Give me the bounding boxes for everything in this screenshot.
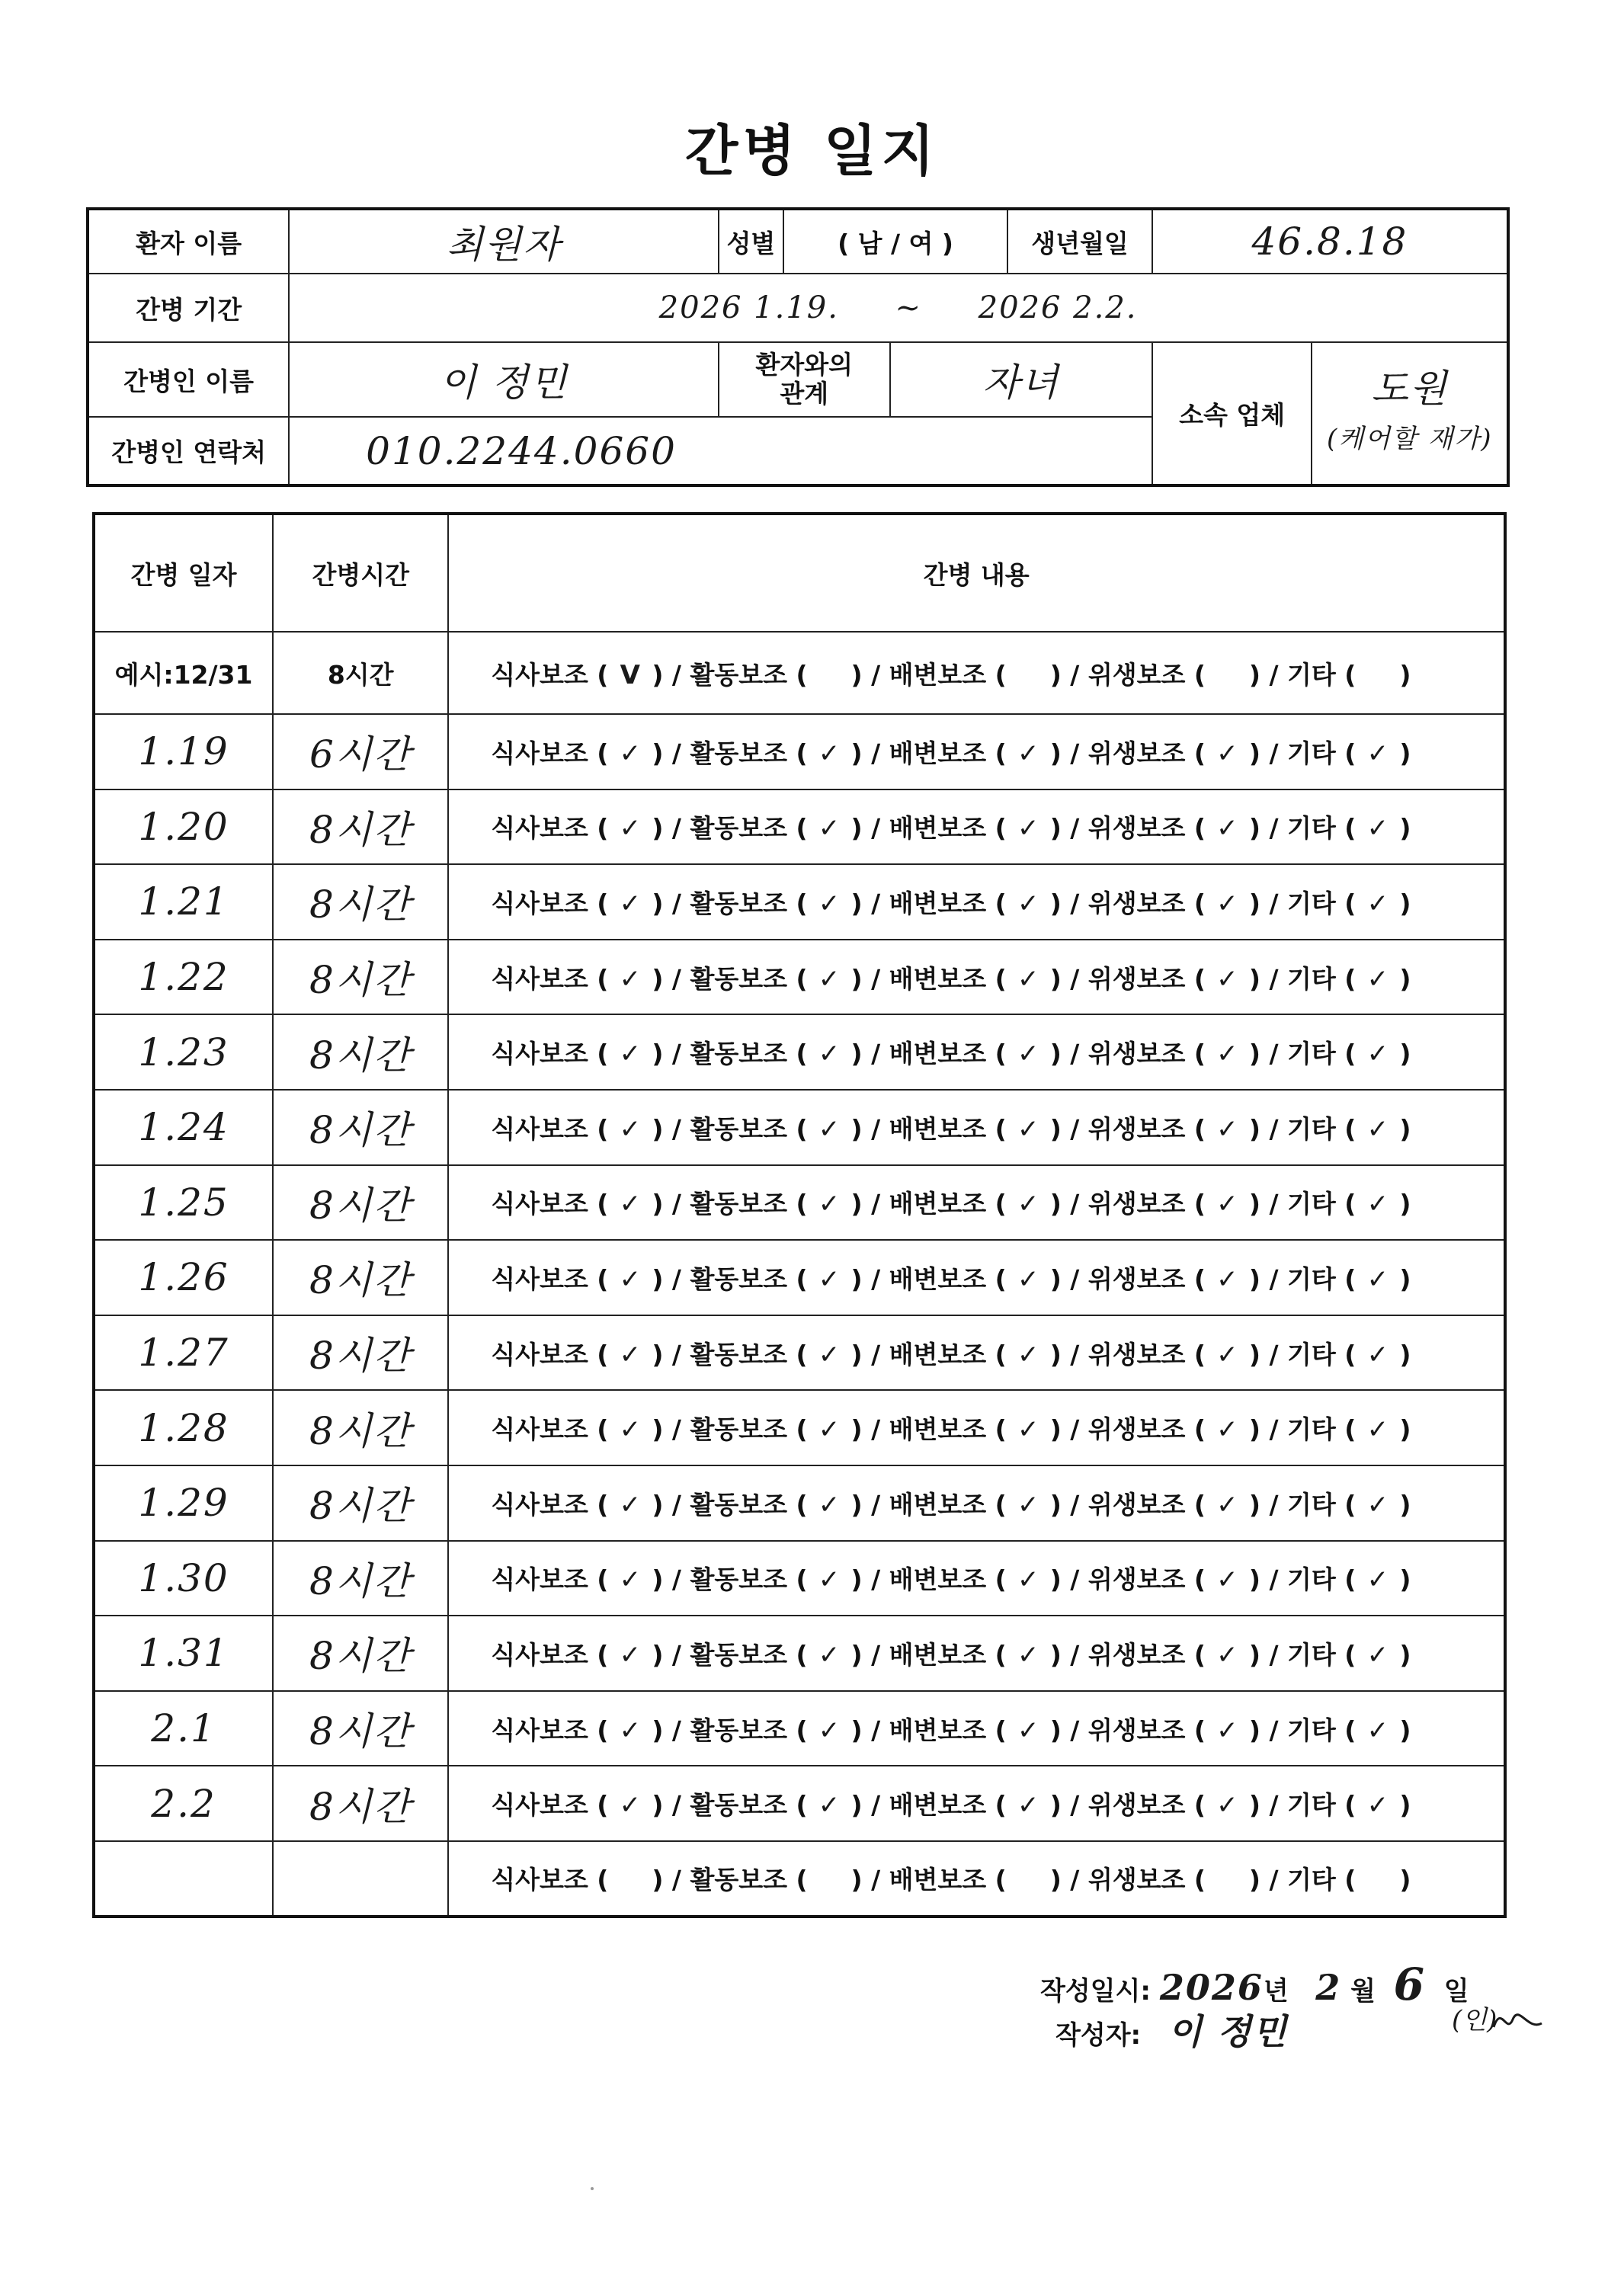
- care-item-label: 위생보조: [1087, 1264, 1186, 1294]
- caregiver-contact-value: 010.2244.0660: [289, 417, 1152, 485]
- care-item-label: 기타: [1287, 738, 1336, 768]
- scan-dot: [591, 2187, 594, 2190]
- writer-name: 이 정민: [1168, 2011, 1288, 2052]
- log-row: [94, 1616, 1505, 1691]
- care-item-label: 활동보조: [690, 1790, 787, 1821]
- log-content: 식사보조 ( ✓ ) / 활동보조 ( ✓ ) / 배변보조 ( ✓ ) / 위생보조 ( ✓ ) / 기타 ( ✓ ): [448, 789, 1505, 865]
- care-item-checkmark: ✓: [1216, 1489, 1238, 1520]
- day-unit: 일: [1443, 1976, 1469, 2007]
- care-item-checkmark: ✓: [818, 1189, 841, 1220]
- care-item-label: 위생보조: [1087, 1339, 1186, 1369]
- log-content: 식사보조 ( ✓ ) / 활동보조 ( ✓ ) / 배변보조 ( ✓ ) / 위생보조 ( ✓ ) / 기타 ( ✓ ): [448, 864, 1505, 940]
- care-item-checkmark: ✓: [1216, 1189, 1238, 1220]
- care-item-checkmark: ✓: [818, 1565, 841, 1596]
- log-row: [94, 1541, 1505, 1616]
- care-item-label: 식사보조: [491, 1865, 588, 1895]
- care-item-label: 배변보조: [889, 1039, 987, 1069]
- care-item-checkmark: ✓: [1366, 1489, 1389, 1520]
- written-date-label: 작성일시:: [1040, 1976, 1151, 2007]
- log-date: 1.30: [94, 1541, 273, 1616]
- patient-info-table: [86, 207, 1510, 487]
- care-item-label: 활동보조: [690, 888, 787, 918]
- log-date: 1.23: [94, 1014, 273, 1090]
- care-item-label: 기타: [1287, 1113, 1336, 1144]
- care-item-checkmark: ✓: [619, 1414, 642, 1446]
- care-item-label: 배변보조: [889, 1339, 987, 1369]
- care-item-checkmark: ✓: [1216, 1113, 1238, 1145]
- care-item-label: 활동보조: [690, 1339, 787, 1369]
- care-item-checkmark: ✓: [1017, 1264, 1039, 1295]
- care-item-label: 위생보조: [1087, 659, 1186, 690]
- log-hours: 8시간: [273, 1240, 448, 1315]
- log-content: 식사보조 ( ✓ ) / 활동보조 ( ✓ ) / 배변보조 ( ✓ ) / 위생보조 ( ✓ ) / 기타 ( ✓ ): [448, 714, 1505, 789]
- log-content: 식사보조 ( ✓ ) / 활동보조 ( ✓ ) / 배변보조 ( ✓ ) / 위생보조 ( ✓ ) / 기타 ( ✓ ): [448, 1766, 1505, 1841]
- company-value: [1312, 342, 1508, 485]
- care-item-checkmark: ✓: [818, 888, 841, 919]
- log-hours: [273, 1841, 448, 1917]
- care-item-label: 배변보조: [889, 813, 987, 844]
- care-item-label: 식사보조: [491, 1414, 588, 1445]
- care-item-label: 기타: [1287, 1189, 1336, 1219]
- care-item-checkmark: ✓: [1366, 1565, 1389, 1596]
- writer-line: [1055, 2004, 1288, 2055]
- care-item-label: 기타: [1287, 1414, 1336, 1445]
- log-row: [94, 1841, 1505, 1917]
- care-item-checkmark: ✓: [1216, 813, 1238, 844]
- care-item-checkmark: V: [620, 659, 640, 690]
- log-date: 1.26: [94, 1240, 273, 1315]
- writer-label: 작성자:: [1055, 2020, 1142, 2051]
- log-row: [94, 1014, 1505, 1090]
- care-item-label: 위생보조: [1087, 738, 1186, 768]
- care-item-label: 기타: [1287, 1865, 1336, 1895]
- care-item-checkmark: ✓: [1366, 1639, 1389, 1670]
- care-item-label: 배변보조: [889, 963, 987, 994]
- care-item-checkmark: ✓: [818, 1414, 841, 1446]
- col-hours-header: 간병시간: [273, 514, 448, 632]
- care-item-checkmark: ✓: [1366, 1189, 1389, 1220]
- log-row: [94, 1090, 1505, 1165]
- care-item-label: 기타: [1287, 1715, 1336, 1745]
- care-item-label: 식사보조: [491, 888, 588, 918]
- care-item-label: 배변보조: [889, 1639, 987, 1670]
- log-hours: 8시간: [273, 1616, 448, 1691]
- care-item-label: 위생보조: [1087, 1865, 1186, 1895]
- care-item-checkmark: ✓: [818, 1113, 841, 1145]
- log-row: [94, 714, 1505, 789]
- care-item-label: 식사보조: [491, 1639, 588, 1670]
- care-item-checkmark: ✓: [1366, 738, 1389, 769]
- log-date: 1.20: [94, 789, 273, 865]
- company-subname: (케어할 재가): [1326, 423, 1493, 454]
- care-item-checkmark: ✓: [1366, 813, 1389, 844]
- period-value: [289, 274, 1508, 342]
- birth-label: 생년월일: [1007, 209, 1152, 274]
- care-item-checkmark: ✓: [1017, 1339, 1039, 1370]
- care-item-checkmark: ✓: [1017, 888, 1039, 919]
- relation-label-line1: 환자와의: [755, 350, 854, 380]
- care-item-label: 기타: [1287, 1489, 1336, 1520]
- care-item-checkmark: ✓: [1366, 1264, 1389, 1295]
- log-content: 식사보조 ( ✓ ) / 활동보조 ( ✓ ) / 배변보조 ( ✓ ) / 위생보조 ( ✓ ) / 기타 ( ✓ ): [448, 1465, 1505, 1541]
- care-item-label: 배변보조: [889, 1489, 987, 1520]
- example-row: [94, 632, 1505, 714]
- caregiver-contact-label: 간병인 연락처: [88, 417, 289, 485]
- care-item-label: 기타: [1287, 1639, 1336, 1670]
- log-hours: 8시간: [273, 864, 448, 940]
- caregiver-name-value: 이 정민: [289, 342, 719, 417]
- care-item-checkmark: ✓: [1366, 963, 1389, 994]
- log-row: [94, 1766, 1505, 1841]
- care-item-label: 활동보조: [690, 1113, 787, 1144]
- care-item-checkmark: ✓: [1017, 1639, 1039, 1670]
- care-item-checkmark: ✓: [818, 1639, 841, 1670]
- care-item-label: 식사보조: [491, 1565, 588, 1595]
- log-date: 2.1: [94, 1691, 273, 1766]
- log-row: [94, 1165, 1505, 1241]
- care-item-label: 식사보조: [491, 1489, 588, 1520]
- care-item-label: 식사보조: [491, 659, 588, 690]
- care-log-table: [92, 512, 1507, 1918]
- care-item-checkmark: ✓: [619, 1790, 642, 1821]
- care-item-label: 활동보조: [690, 1489, 787, 1520]
- log-hours: 8시간: [273, 1541, 448, 1616]
- care-item-checkmark: ✓: [619, 1715, 642, 1746]
- care-item-label: 배변보조: [889, 1189, 987, 1219]
- care-item-checkmark: ✓: [1017, 1189, 1039, 1220]
- care-item-label: 위생보조: [1087, 1414, 1186, 1445]
- relation-label-line2: 관계: [780, 379, 829, 408]
- log-date: 1.28: [94, 1390, 273, 1465]
- care-item-label: 위생보조: [1087, 1565, 1186, 1595]
- log-row: [94, 1315, 1505, 1391]
- care-item-checkmark: ✓: [818, 813, 841, 844]
- care-item-label: 위생보조: [1087, 888, 1186, 918]
- care-item-label: 식사보조: [491, 813, 588, 844]
- log-date: 1.31: [94, 1616, 273, 1691]
- care-item-label: 식사보조: [491, 1189, 588, 1219]
- care-item-checkmark: ✓: [1216, 963, 1238, 994]
- care-item-label: 활동보조: [690, 738, 787, 768]
- care-item-checkmark: ✓: [1366, 888, 1389, 919]
- period-start: 2026 1.19.: [658, 290, 839, 325]
- log-date: 1.19: [94, 714, 273, 789]
- gender-value: ( 남 / 여 ): [783, 209, 1007, 274]
- care-item-label: 배변보조: [889, 1414, 987, 1445]
- care-item-checkmark: ✓: [619, 1113, 642, 1145]
- patient-name-value: 최원자: [289, 209, 719, 274]
- care-item-checkmark: ✓: [1017, 738, 1039, 769]
- relation-label: [719, 342, 890, 417]
- care-item-checkmark: ✓: [619, 963, 642, 994]
- care-item-label: 식사보조: [491, 1715, 588, 1745]
- written-month: 2: [1315, 1967, 1342, 2008]
- log-content: 식사보조 ( V ) / 활동보조 ( ) / 배변보조 ( ) / 위생보조 ( ) / 기타 ( ): [448, 632, 1505, 714]
- care-item-label: 배변보조: [889, 1865, 987, 1895]
- care-item-checkmark: ✓: [1366, 1039, 1389, 1070]
- care-item-label: 활동보조: [690, 1865, 787, 1895]
- care-item-label: 활동보조: [690, 1039, 787, 1069]
- care-item-checkmark: ✓: [619, 1489, 642, 1520]
- care-item-label: 활동보조: [690, 1189, 787, 1219]
- care-item-checkmark: ✓: [619, 738, 642, 769]
- care-item-label: 기타: [1287, 1339, 1336, 1369]
- care-item-checkmark: ✓: [619, 888, 642, 919]
- care-item-label: 배변보조: [889, 659, 987, 690]
- care-item-checkmark: ✓: [1017, 1039, 1039, 1070]
- care-item-checkmark: ✓: [1017, 1715, 1039, 1746]
- log-hours: 6시간: [273, 714, 448, 789]
- log-content: 식사보조 ( ) / 활동보조 ( ) / 배변보조 ( ) / 위생보조 ( ) / 기타 ( ): [448, 1841, 1505, 1917]
- log-date: 1.24: [94, 1090, 273, 1165]
- written-day: 6: [1393, 1959, 1426, 2010]
- log-content: 식사보조 ( ✓ ) / 활동보조 ( ✓ ) / 배변보조 ( ✓ ) / 위생보조 ( ✓ ) / 기타 ( ✓ ): [448, 1014, 1505, 1090]
- care-item-label: 기타: [1287, 888, 1336, 918]
- care-item-checkmark: ✓: [1017, 963, 1039, 994]
- care-item-checkmark: ✓: [1017, 1489, 1039, 1520]
- care-item-label: 활동보조: [690, 1715, 787, 1745]
- col-content-header: 간병 내용: [448, 514, 1505, 632]
- care-item-label: 기타: [1287, 1790, 1336, 1821]
- care-item-checkmark: ✓: [1366, 1414, 1389, 1446]
- care-item-label: 식사보조: [491, 738, 588, 768]
- company-name: 도원: [1371, 366, 1449, 411]
- care-item-checkmark: ✓: [818, 1264, 841, 1295]
- care-item-label: 배변보조: [889, 1565, 987, 1595]
- log-row: [94, 864, 1505, 940]
- care-item-checkmark: ✓: [1017, 813, 1039, 844]
- care-item-label: 활동보조: [690, 1414, 787, 1445]
- log-date: 예시:12/31: [94, 632, 273, 714]
- care-item-checkmark: ✓: [619, 1264, 642, 1295]
- care-item-label: 활동보조: [690, 1264, 787, 1294]
- log-date: [94, 1841, 273, 1917]
- care-item-checkmark: ✓: [619, 1339, 642, 1370]
- relation-value: 자녀: [890, 342, 1152, 417]
- caregiver-name-label: 간병인 이름: [88, 342, 289, 417]
- care-item-checkmark: ✓: [1216, 1039, 1238, 1070]
- care-item-checkmark: ✓: [1216, 738, 1238, 769]
- care-item-checkmark: ✓: [1366, 1715, 1389, 1746]
- care-item-checkmark: ✓: [619, 1039, 642, 1070]
- log-content: 식사보조 ( ✓ ) / 활동보조 ( ✓ ) / 배변보조 ( ✓ ) / 위생보조 ( ✓ ) / 기타 ( ✓ ): [448, 940, 1505, 1015]
- care-item-label: 위생보조: [1087, 1790, 1186, 1821]
- care-item-checkmark: ✓: [1366, 1339, 1389, 1370]
- period-end: 2026 2.2.: [978, 290, 1138, 325]
- log-hours: 8시간: [273, 1090, 448, 1165]
- care-item-label: 위생보조: [1087, 1715, 1186, 1745]
- care-item-label: 위생보조: [1087, 1639, 1186, 1670]
- care-item-checkmark: ✓: [1216, 1264, 1238, 1295]
- care-item-checkmark: ✓: [1017, 1113, 1039, 1145]
- patient-name-label: 환자 이름: [88, 209, 289, 274]
- care-item-checkmark: ✓: [1216, 1715, 1238, 1746]
- care-item-label: 활동보조: [690, 963, 787, 994]
- care-item-label: 배변보조: [889, 1113, 987, 1144]
- care-item-checkmark: ✓: [1017, 1790, 1039, 1821]
- care-item-checkmark: ✓: [1216, 1339, 1238, 1370]
- care-item-checkmark: ✓: [1216, 888, 1238, 919]
- year-unit: 년: [1263, 1976, 1289, 2007]
- company-label: 소속 업체: [1152, 342, 1312, 485]
- log-hours: 8시간: [273, 1390, 448, 1465]
- care-item-checkmark: ✓: [1017, 1414, 1039, 1446]
- log-row: [94, 789, 1505, 865]
- care-item-checkmark: ✓: [619, 1565, 642, 1596]
- care-item-label: 기타: [1287, 1264, 1336, 1294]
- care-item-checkmark: ✓: [818, 1039, 841, 1070]
- log-date: 1.27: [94, 1315, 273, 1391]
- period-label: 간병 기간: [88, 274, 289, 342]
- care-item-checkmark: ✓: [818, 1715, 841, 1746]
- care-item-checkmark: ✓: [1216, 1790, 1238, 1821]
- log-hours: 8시간: [273, 632, 448, 714]
- care-item-label: 위생보조: [1087, 1039, 1186, 1069]
- period-separator: ~: [895, 290, 923, 325]
- log-hours: 8시간: [273, 1465, 448, 1541]
- care-item-checkmark: ✓: [619, 1639, 642, 1670]
- log-content: 식사보조 ( ✓ ) / 활동보조 ( ✓ ) / 배변보조 ( ✓ ) / 위생보조 ( ✓ ) / 기타 ( ✓ ): [448, 1165, 1505, 1241]
- written-date-line: [1040, 1959, 1469, 2010]
- care-item-checkmark: ✓: [619, 1189, 642, 1220]
- log-date: 1.21: [94, 864, 273, 940]
- care-item-label: 위생보조: [1087, 813, 1186, 844]
- log-row: [94, 940, 1505, 1015]
- birth-value: 46.8.18: [1152, 209, 1508, 274]
- care-item-label: 위생보조: [1087, 1113, 1186, 1144]
- care-item-label: 배변보조: [889, 1264, 987, 1294]
- log-row: [94, 1465, 1505, 1541]
- log-content: 식사보조 ( ✓ ) / 활동보조 ( ✓ ) / 배변보조 ( ✓ ) / 위생보조 ( ✓ ) / 기타 ( ✓ ): [448, 1616, 1505, 1691]
- care-item-checkmark: ✓: [818, 1339, 841, 1370]
- care-item-label: 배변보조: [889, 888, 987, 918]
- log-hours: 8시간: [273, 789, 448, 865]
- care-item-checkmark: ✓: [1216, 1639, 1238, 1670]
- document-title: 간병 일지: [684, 119, 940, 183]
- log-content: 식사보조 ( ✓ ) / 활동보조 ( ✓ ) / 배변보조 ( ✓ ) / 위생보조 ( ✓ ) / 기타 ( ✓ ): [448, 1090, 1505, 1165]
- care-item-label: 활동보조: [690, 659, 787, 690]
- care-item-checkmark: ✓: [619, 813, 642, 844]
- log-hours: 8시간: [273, 940, 448, 1015]
- log-row: [94, 1691, 1505, 1766]
- log-hours: 8시간: [273, 1315, 448, 1391]
- care-item-label: 기타: [1287, 1039, 1336, 1069]
- col-date-header: 간병 일자: [94, 514, 273, 632]
- log-content: 식사보조 ( ✓ ) / 활동보조 ( ✓ ) / 배변보조 ( ✓ ) / 위생보조 ( ✓ ) / 기타 ( ✓ ): [448, 1541, 1505, 1616]
- care-item-checkmark: ✓: [818, 1489, 841, 1520]
- care-item-label: 기타: [1287, 963, 1336, 994]
- log-content: 식사보조 ( ✓ ) / 활동보조 ( ✓ ) / 배변보조 ( ✓ ) / 위생보조 ( ✓ ) / 기타 ( ✓ ): [448, 1691, 1505, 1766]
- care-item-label: 위생보조: [1087, 1489, 1186, 1520]
- care-item-checkmark: ✓: [1216, 1414, 1238, 1446]
- care-item-label: 식사보조: [491, 1113, 588, 1144]
- care-item-label: 식사보조: [491, 963, 588, 994]
- log-content: 식사보조 ( ✓ ) / 활동보조 ( ✓ ) / 배변보조 ( ✓ ) / 위생보조 ( ✓ ) / 기타 ( ✓ ): [448, 1240, 1505, 1315]
- log-row: [94, 1240, 1505, 1315]
- care-item-checkmark: ✓: [818, 1790, 841, 1821]
- care-item-label: 식사보조: [491, 1264, 588, 1294]
- care-item-label: 위생보조: [1087, 963, 1186, 994]
- care-item-label: 식사보조: [491, 1790, 588, 1821]
- log-row: [94, 1390, 1505, 1465]
- care-item-label: 위생보조: [1087, 1189, 1186, 1219]
- care-item-checkmark: ✓: [818, 963, 841, 994]
- log-hours: 8시간: [273, 1014, 448, 1090]
- care-item-label: 식사보조: [491, 1339, 588, 1369]
- written-year: 2026: [1159, 1967, 1264, 2008]
- care-item-label: 기타: [1287, 659, 1336, 690]
- care-item-label: 식사보조: [491, 1039, 588, 1069]
- care-item-checkmark: ✓: [1366, 1790, 1389, 1821]
- month-unit: 월: [1350, 1976, 1376, 2007]
- care-item-label: 기타: [1287, 813, 1336, 844]
- gender-label: 성별: [719, 209, 783, 274]
- log-hours: 8시간: [273, 1165, 448, 1241]
- care-item-label: 활동보조: [690, 1565, 787, 1595]
- care-item-checkmark: ✓: [818, 738, 841, 769]
- log-date: 2.2: [94, 1766, 273, 1841]
- signature-text: (인): [1452, 2005, 1497, 2035]
- care-item-checkmark: ✓: [1017, 1565, 1039, 1596]
- care-item-label: 활동보조: [690, 813, 787, 844]
- care-item-label: 활동보조: [690, 1639, 787, 1670]
- log-date: 1.29: [94, 1465, 273, 1541]
- care-item-label: 기타: [1287, 1565, 1336, 1595]
- care-item-checkmark: ✓: [1216, 1565, 1238, 1596]
- log-date: 1.22: [94, 940, 273, 1015]
- care-item-label: 배변보조: [889, 1790, 987, 1821]
- log-content: 식사보조 ( ✓ ) / 활동보조 ( ✓ ) / 배변보조 ( ✓ ) / 위생보조 ( ✓ ) / 기타 ( ✓ ): [448, 1315, 1505, 1391]
- log-date: 1.25: [94, 1165, 273, 1241]
- log-content: 식사보조 ( ✓ ) / 활동보조 ( ✓ ) / 배변보조 ( ✓ ) / 위생보조 ( ✓ ) / 기타 ( ✓ ): [448, 1390, 1505, 1465]
- log-hours: 8시간: [273, 1691, 448, 1766]
- signature-mark: [1452, 1997, 1543, 2042]
- care-item-checkmark: ✓: [1366, 1113, 1389, 1145]
- care-item-label: 배변보조: [889, 1715, 987, 1745]
- log-hours: 8시간: [273, 1766, 448, 1841]
- care-item-label: 배변보조: [889, 738, 987, 768]
